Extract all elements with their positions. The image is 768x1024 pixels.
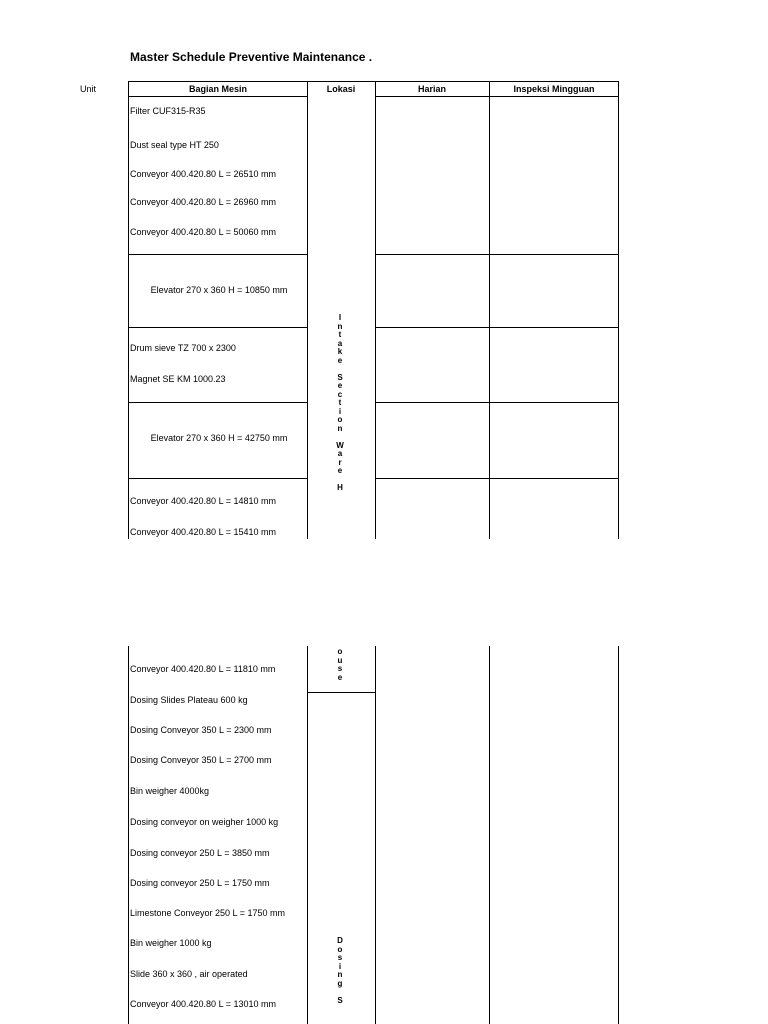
lokasi-letter: r bbox=[338, 457, 342, 467]
lokasi-letter: s bbox=[337, 664, 343, 673]
list-item: Bin weigher 1000 kg bbox=[130, 938, 212, 948]
col-border-1 bbox=[128, 81, 129, 539]
page-title: Master Schedule Preventive Maintenance . bbox=[130, 50, 373, 64]
lokasi-letter: e bbox=[337, 466, 343, 475]
lokasi-letter: W bbox=[336, 440, 344, 450]
lokasi-letter: c bbox=[337, 389, 343, 399]
row-border bbox=[128, 327, 308, 328]
list-item: Conveyor 400.420.80 L = 13010 mm bbox=[130, 999, 277, 1009]
list-item: Dosing conveyor on weigher 1000 kg bbox=[130, 817, 279, 827]
list-item: Conveyor 400.420.80 L = 15410 mm bbox=[130, 527, 277, 537]
list-item: Conveyor 400.420.80 L = 50060 mm bbox=[130, 227, 277, 237]
table-top-border bbox=[128, 81, 619, 82]
col-border-4 bbox=[489, 81, 490, 539]
lokasi-letter: I bbox=[338, 313, 342, 322]
lokasi-vertical-text bbox=[334, 648, 346, 682]
header-unit: Unit bbox=[80, 84, 97, 94]
row-border bbox=[128, 254, 308, 255]
row-border bbox=[375, 254, 619, 255]
col-border-5 bbox=[618, 646, 619, 1024]
row-border bbox=[375, 327, 619, 328]
list-item: Bin weigher 4000kg bbox=[130, 786, 210, 796]
list-item: Conveyor 400.420.80 L = 11810 mm bbox=[130, 664, 276, 674]
list-item: Elevator 270 x 360 H = 42750 mm bbox=[150, 433, 288, 443]
lokasi-letter: S bbox=[337, 995, 343, 1005]
lokasi-letter: S bbox=[337, 372, 343, 382]
list-item: Dosing conveyor 250 L = 1750 mm bbox=[130, 878, 270, 888]
lokasi-letter: n bbox=[337, 321, 343, 331]
col-border-3 bbox=[375, 81, 376, 539]
col-border-1 bbox=[128, 646, 129, 1024]
lokasi-letter: H bbox=[337, 483, 343, 492]
lokasi-letter: o bbox=[337, 415, 343, 424]
lokasi-letter: a bbox=[337, 338, 343, 348]
lokasi-letter: D bbox=[337, 936, 343, 945]
list-item: Dosing conveyor 250 L = 3850 mm bbox=[130, 848, 270, 858]
row-border bbox=[375, 402, 619, 403]
list-item: Conveyor 400.420.80 L = 26960 mm bbox=[130, 197, 277, 207]
list-item: Conveyor 400.420.80 L = 26510 mm bbox=[130, 169, 277, 179]
lokasi-letter: e bbox=[337, 381, 343, 390]
lokasi-letter: a bbox=[337, 449, 343, 458]
header-lokasi: Lokasi bbox=[326, 84, 356, 94]
header-underline bbox=[128, 96, 308, 97]
list-item: Dust seal type HT 250 bbox=[130, 140, 219, 150]
header-bagian-mesin: Bagian Mesin bbox=[188, 84, 247, 94]
lokasi-letter: e bbox=[337, 355, 343, 365]
col-border-2 bbox=[307, 646, 308, 1024]
row-border bbox=[128, 478, 308, 479]
lokasi-letter: n bbox=[337, 423, 343, 433]
col-border-5 bbox=[618, 81, 619, 539]
lokasi-letter: t bbox=[338, 398, 342, 407]
lokasi-letter: t bbox=[338, 330, 342, 339]
header-underline bbox=[375, 96, 619, 97]
lokasi-vertical-text bbox=[334, 314, 346, 493]
lokasi-letter: o bbox=[337, 647, 343, 656]
col-border-3 bbox=[375, 646, 376, 1024]
list-item: Limestone Conveyor 250 L = 1750 mm bbox=[130, 908, 286, 918]
list-item: Slide 360 x 360 , air operated bbox=[130, 969, 248, 979]
lokasi-letter: o bbox=[337, 944, 343, 954]
lokasi-letter: e bbox=[337, 672, 343, 682]
list-item: Dosing Conveyor 350 L = 2700 mm bbox=[130, 755, 272, 765]
list-item: Dosing Conveyor 350 L = 2300 mm bbox=[130, 725, 272, 735]
lokasi-vertical-text bbox=[334, 937, 346, 1005]
list-item: Magnet SE KM 1000.23 bbox=[130, 374, 226, 384]
lokasi-letter: n bbox=[337, 970, 343, 979]
lokasi-letter: u bbox=[337, 655, 343, 665]
list-item: Dosing Slides Plateau 600 kg bbox=[130, 695, 248, 705]
row-border bbox=[128, 402, 308, 403]
col-border-2 bbox=[307, 81, 308, 539]
lokasi-letter: k bbox=[337, 347, 343, 356]
lokasi-letter: g bbox=[337, 978, 343, 988]
list-item: Filter CUF315-R35 bbox=[130, 106, 206, 116]
lokasi-letter: s bbox=[337, 953, 343, 962]
col-border-4 bbox=[489, 646, 490, 1024]
lokasi-letter: i bbox=[338, 406, 342, 416]
list-item: Elevator 270 x 360 H = 10850 mm bbox=[150, 285, 288, 295]
lokasi-letter: i bbox=[338, 961, 342, 971]
list-item: Conveyor 400.420.80 L = 14810 mm bbox=[130, 496, 277, 506]
header-harian: Harian bbox=[417, 84, 446, 94]
lokasi-section-border bbox=[307, 692, 376, 693]
header-inspeksi-mingguan: Inspeksi Mingguan bbox=[513, 84, 595, 94]
row-border bbox=[375, 478, 619, 479]
list-item: Drum sieve TZ 700 x 2300 bbox=[130, 343, 236, 353]
